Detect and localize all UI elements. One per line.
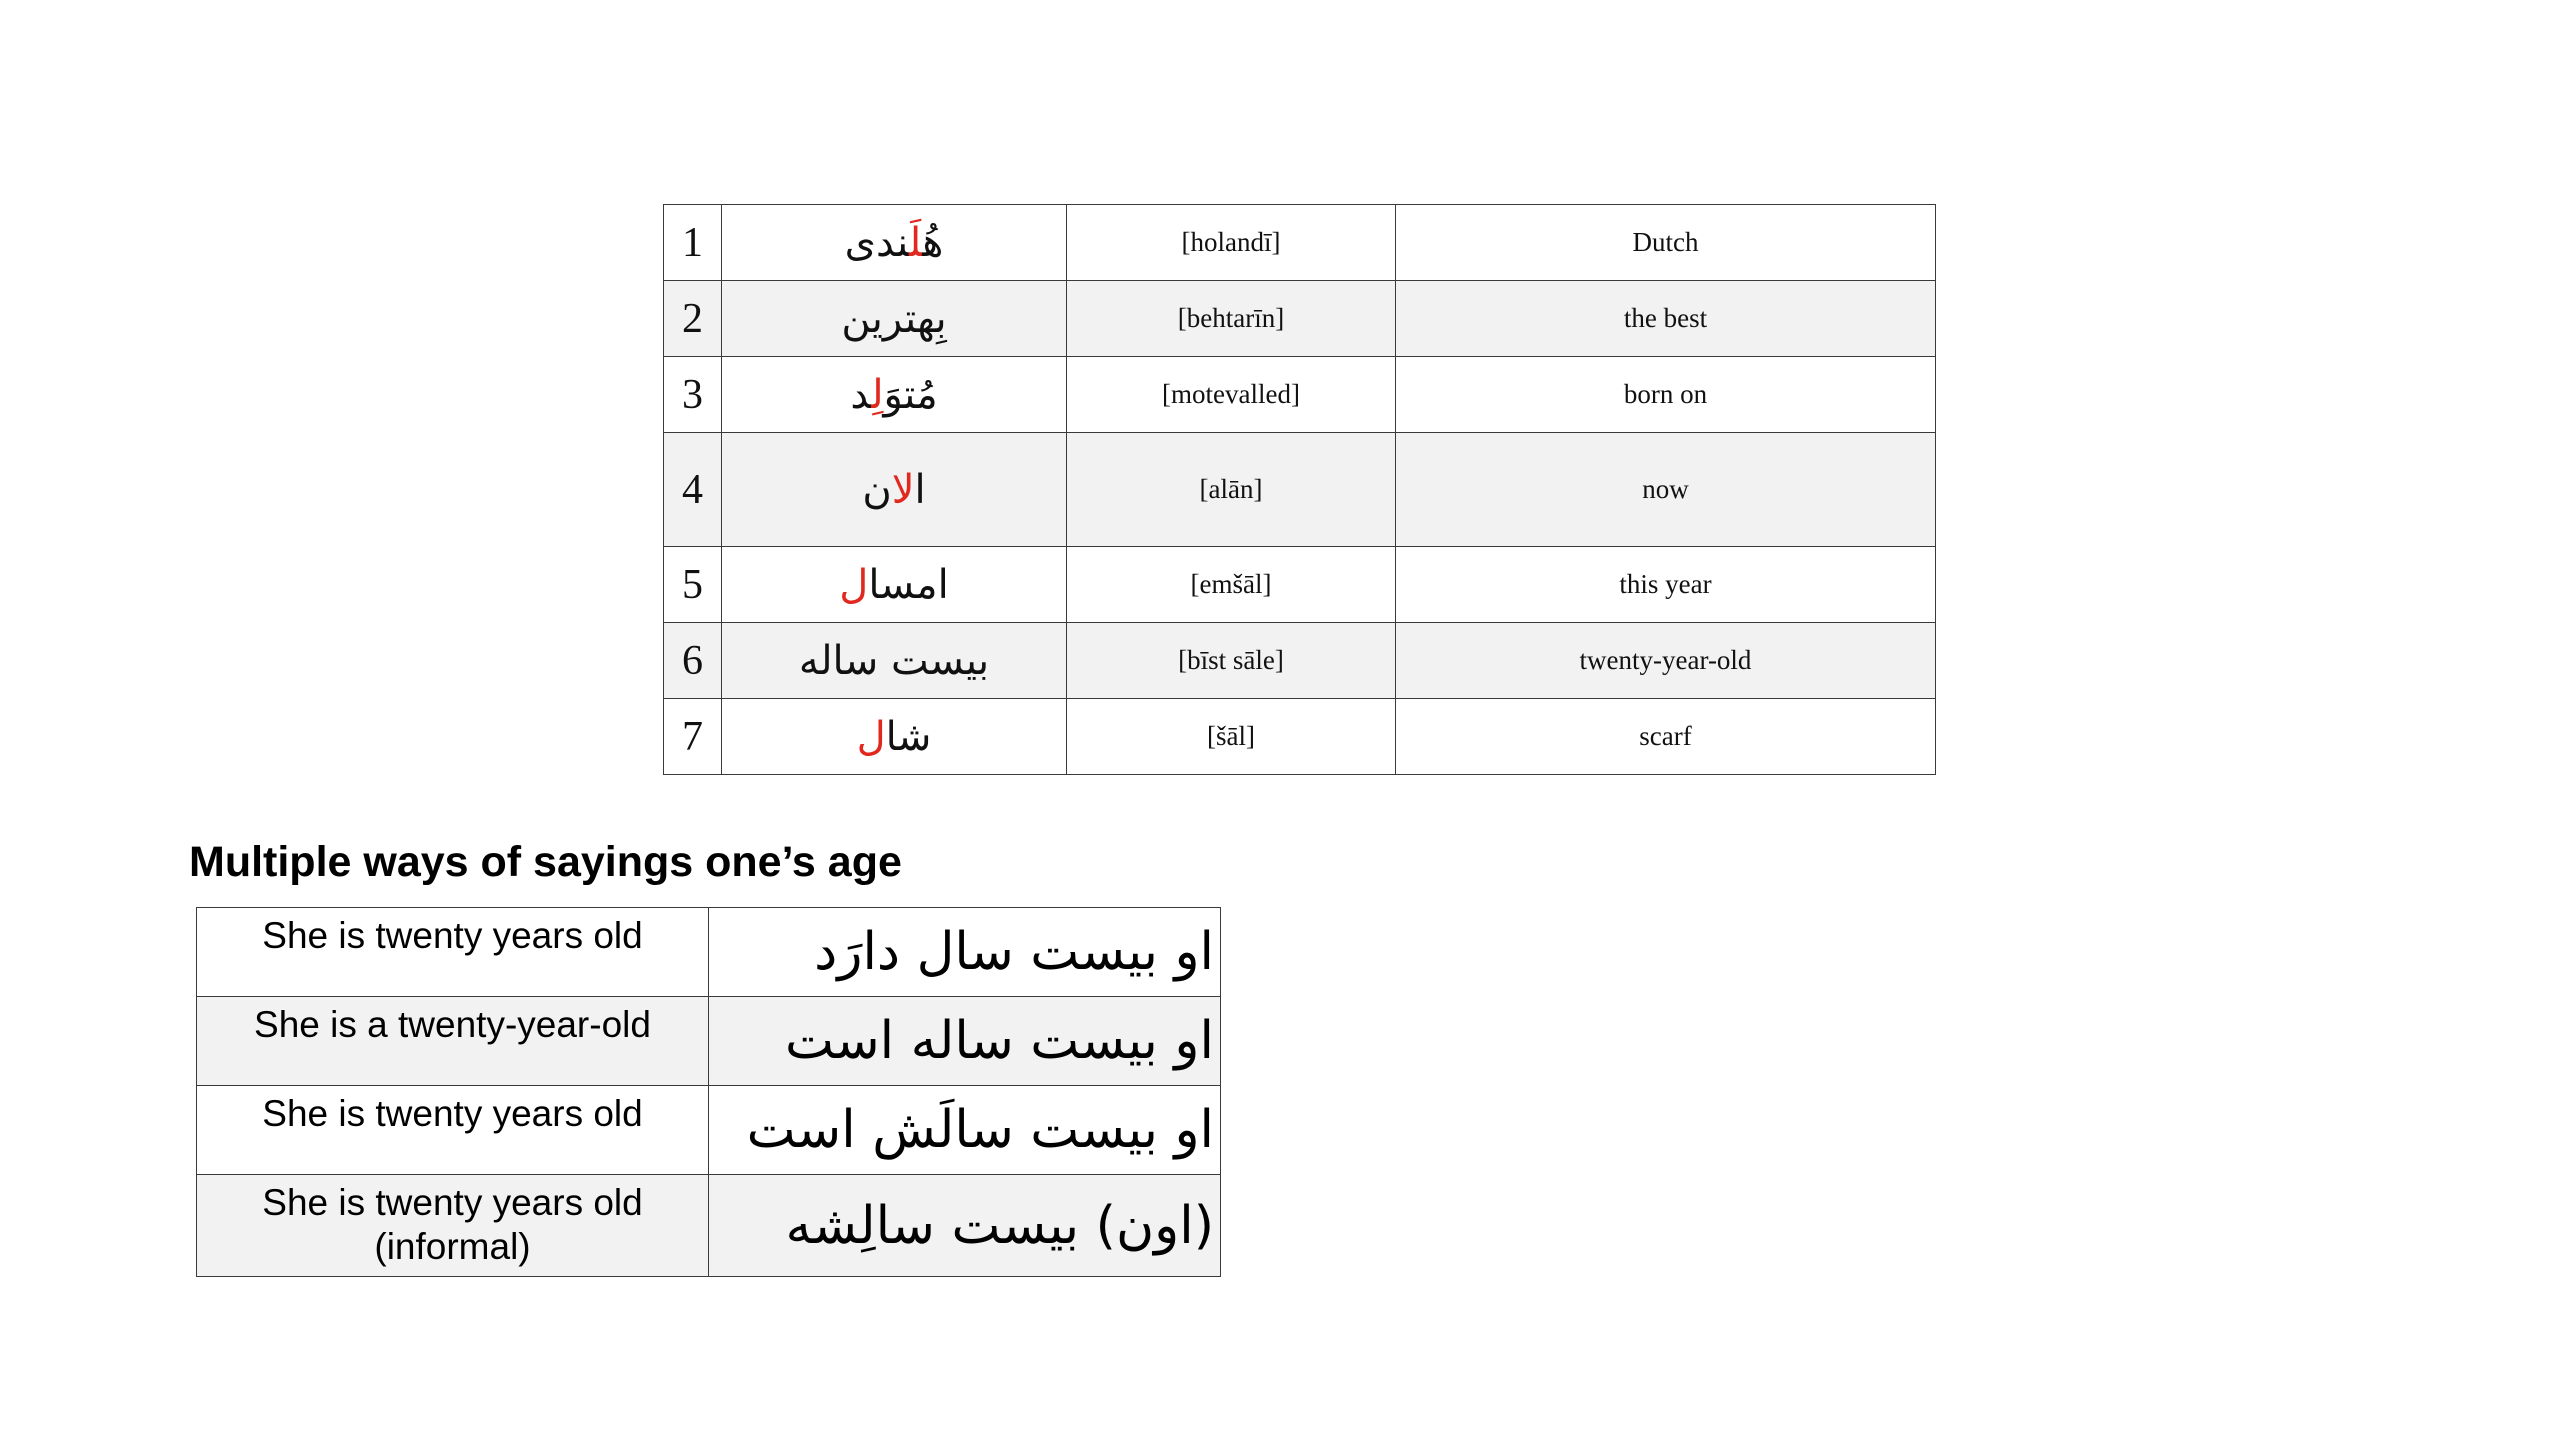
persian-sentence: او بیست سال دارَد: [709, 908, 1221, 997]
persian-highlight: ل: [891, 466, 915, 513]
english-sentence: [197, 1175, 709, 1277]
age-row: [197, 1086, 1221, 1175]
persian-word: [722, 433, 1067, 547]
persian-part: ان: [862, 466, 892, 513]
transliteration: [bīst sāle]: [1067, 623, 1396, 699]
english-meaning: scarf: [1396, 699, 1936, 775]
persian-part: هُ: [922, 219, 944, 266]
row-number: 6: [664, 623, 722, 699]
english-meaning: this year: [1396, 547, 1936, 623]
persian-part: بِهترین: [841, 295, 947, 342]
vocab-row: [664, 433, 1936, 547]
transliteration: [emšāl]: [1067, 547, 1396, 623]
transliteration: [motevalled]: [1067, 357, 1396, 433]
persian-part: مُتوَ: [883, 371, 938, 418]
english-meaning: twenty-year-old: [1396, 623, 1936, 699]
vocabulary-table: [663, 204, 1936, 775]
english-line: She is twenty years old: [262, 915, 643, 956]
vocab-row: [664, 547, 1936, 623]
persian-sentence: (اون) بیست سالِشه: [709, 1175, 1221, 1277]
vocab-row: [664, 357, 1936, 433]
english-line: She is a twenty-year-old: [254, 1004, 651, 1045]
persian-word: [722, 699, 1067, 775]
persian-word: [722, 547, 1067, 623]
vocab-row: [664, 281, 1936, 357]
vocab-row: [664, 699, 1936, 775]
persian-highlight: ل: [839, 561, 869, 608]
english-meaning: Dutch: [1396, 205, 1936, 281]
transliteration: [šāl]: [1067, 699, 1396, 775]
english-meaning: now: [1396, 433, 1936, 547]
persian-part: ا: [914, 466, 926, 513]
transliteration: [holandī]: [1067, 205, 1396, 281]
age-row: [197, 997, 1221, 1086]
persian-word: [722, 205, 1067, 281]
persian-word: [722, 357, 1067, 433]
persian-part: شا: [885, 713, 932, 760]
persian-part: د: [850, 371, 872, 418]
age-row: [197, 1175, 1221, 1277]
persian-word: [722, 623, 1067, 699]
vocab-row: [664, 205, 1936, 281]
english-meaning: born on: [1396, 357, 1936, 433]
english-sentence: [197, 997, 709, 1086]
english-line: She is twenty years old: [262, 1182, 643, 1223]
english-line: (informal): [374, 1226, 531, 1267]
row-number: 1: [664, 205, 722, 281]
row-number: 4: [664, 433, 722, 547]
persian-sentence: او بیست سالَش است: [709, 1086, 1221, 1175]
persian-part: ندی: [844, 219, 910, 266]
row-number: 3: [664, 357, 722, 433]
row-number: 2: [664, 281, 722, 357]
persian-part: بیست ساله: [798, 637, 990, 684]
transliteration: [alān]: [1067, 433, 1396, 547]
english-sentence: [197, 1086, 709, 1175]
persian-word: [722, 281, 1067, 357]
age-row: [197, 908, 1221, 997]
english-line: She is twenty years old: [262, 1093, 643, 1134]
section-heading: Multiple ways of sayings one’s age: [189, 838, 902, 886]
persian-highlight: ل: [856, 713, 886, 760]
english-meaning: the best: [1396, 281, 1936, 357]
age-expressions-table: [196, 907, 1221, 1277]
persian-highlight: لِ: [871, 371, 884, 418]
row-number: 5: [664, 547, 722, 623]
persian-highlight: لَ: [909, 219, 923, 266]
row-number: 7: [664, 699, 722, 775]
vocab-row: [664, 623, 1936, 699]
persian-part: امسا: [868, 561, 949, 608]
persian-sentence: او بیست ساله است: [709, 997, 1221, 1086]
english-sentence: [197, 908, 709, 997]
transliteration: [behtarīn]: [1067, 281, 1396, 357]
